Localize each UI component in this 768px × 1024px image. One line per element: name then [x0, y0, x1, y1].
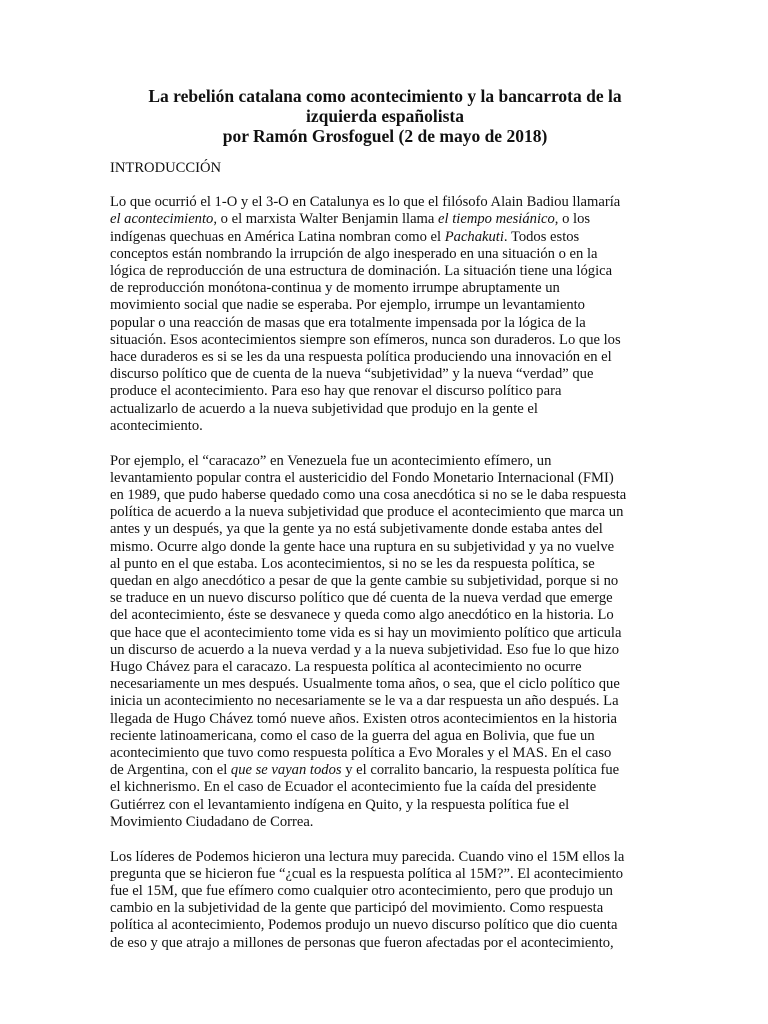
text-line	[110, 349, 660, 366]
text-line	[110, 487, 660, 504]
text-segment: el kichnerismo. En el caso de Ecuador el acontecimiento fue la caída del presidente	[110, 779, 597, 796]
text-segment: al punto en el que estaba. Los acontecimientos, si no se les da respuesta política, se	[110, 555, 595, 572]
text-segment: acontecimiento que tuvo como respuesta política a Evo Morales y el MAS. En el caso	[110, 745, 612, 761]
text-segment: un discurso de acuerdo a la nueva verdad y a la nueva subjetividad. Eso fue lo que hizo	[110, 641, 619, 658]
text-line	[110, 521, 660, 538]
text-line	[110, 745, 660, 762]
title-line-2: izquierda españolista	[305, 106, 464, 126]
text-line	[110, 762, 660, 779]
text-line	[110, 814, 660, 831]
text-segment: acontecimiento.	[110, 417, 203, 434]
text-line	[110, 453, 660, 470]
text-segment: situación. Esos acontecimientos siempre son efímeros, nunca son duraderos. Lo que los	[110, 331, 621, 348]
text-segment: pregunta que se hicieron fue “¿cual es la respuesta política al 15M?”. El acontecimiento	[110, 865, 623, 882]
text-segment: Los líderes de Podemos hicieron una lectura muy parecida. Cuando vino el 15M ellos la	[110, 848, 625, 865]
text-line	[110, 280, 660, 297]
text-segment: llegada de Hugo Chávez tomó nueve años. Existen otros acontecimientos en la historia	[110, 710, 617, 727]
section-heading: INTRODUCCIÓN	[110, 160, 222, 176]
text-line	[110, 607, 660, 624]
text-line	[110, 418, 660, 435]
text-segment: política de acuerdo a la nueva subjetividad que produce el acontecimiento que marca un	[110, 504, 624, 521]
text-segment: Movimiento Ciudadano de Correa.	[110, 813, 314, 830]
paragraph	[110, 453, 660, 831]
paragraph	[110, 194, 660, 435]
text-segment: popular o una reacción de masas que era totalmente impensada por la lógica de la	[110, 314, 586, 331]
text-segment: mismo. Ocurre algo donde la gente hace una ruptura en su subjetividad y ya no vuelve	[110, 538, 615, 555]
text-line	[110, 849, 660, 866]
text-line	[110, 315, 660, 332]
text-line	[110, 883, 660, 900]
text-segment: Lo que ocurrió el 1-O y el 3-O en Catalunya es lo que el filósofo Alain Badiou llamaría	[110, 194, 621, 211]
text-line	[110, 935, 660, 952]
text-line	[110, 642, 660, 659]
text-segment: lógica de reproducción de una estructura de dominación. La situación tiene una lógica	[110, 263, 613, 280]
text-segment: y el corralito bancario, la respuesta política fue	[341, 762, 620, 779]
italic-text: el acontecimiento	[110, 211, 214, 228]
text-segment: Hugo Chávez para el caracazo. La respuesta política al acontecimiento no ocurre	[110, 658, 582, 675]
text-line	[110, 573, 660, 590]
text-line	[110, 590, 660, 607]
text-line	[110, 401, 660, 418]
text-segment: produce el acontecimiento. Para eso hay que renovar el discurso político para	[110, 383, 562, 400]
text-line	[110, 900, 660, 917]
text-segment: del acontecimiento, éste se desvanece y queda como algo anecdótico en la historia. Lo	[110, 607, 614, 624]
text-line	[110, 504, 660, 521]
text-line	[110, 297, 660, 314]
text-segment: actualizarlo de acuerdo a la nueva subjetividad que produjo en la gente el	[110, 400, 538, 417]
text-line	[110, 556, 660, 573]
text-segment: , o el marxista Walter Benjamin llama	[213, 211, 439, 228]
text-segment: discurso político que de cuenta de la nueva “subjetividad” y la nueva “verdad” que	[110, 366, 594, 383]
text-segment: de Argentina, con el	[110, 762, 231, 779]
text-segment: . Todos estos	[503, 228, 580, 245]
italic-text: que se vayan todos	[230, 762, 342, 779]
text-segment: conceptos están nombrando la irrupción de algo inesperado en una situación o en la	[110, 245, 598, 262]
text-segment: Por ejemplo, el “caracazo” en Venezuela fue un acontecimiento efímero, un	[110, 452, 552, 469]
text-line	[110, 676, 660, 693]
text-segment: en 1989, que pudo haberse quedado como una cosa anecdótica si no se le daba respuesta	[110, 486, 627, 503]
text-segment: antes y un después, ya que la gente ya no está subjetivamente donde estaba antes del	[110, 521, 603, 538]
title-author-line: por Ramón Grosfoguel (2 de mayo de 2018)	[222, 126, 548, 146]
text-segment: levantamiento popular contra el austericidio del Fondo Monetario Internacional (FMI)	[110, 469, 614, 486]
text-line	[110, 779, 660, 796]
text-line	[110, 711, 660, 728]
text-segment: quedan en algo anecdótico a pesar de que la gente cambie su subjetividad, porque si no	[110, 572, 619, 589]
text-line	[110, 211, 660, 228]
document-title	[110, 86, 660, 146]
text-line	[110, 917, 660, 934]
text-line	[110, 539, 660, 556]
text-line	[110, 246, 660, 263]
text-segment: movimiento social que nadie se esperaba. Por ejemplo, irrumpe un levantamiento	[110, 297, 585, 314]
italic-text: Pachakuti	[444, 228, 504, 245]
text-line	[110, 659, 660, 676]
text-segment: de reproducción monótona-continua y de momento irrumpe abruptamente un	[110, 280, 560, 297]
text-segment: hace duraderos es si se les da una respuesta política produciendo una innovación en el	[110, 349, 612, 366]
paragraphs	[110, 194, 660, 952]
text-segment: reciente latinoamericana, como el caso de la guerra del agua en Bolivia, que fue un	[110, 727, 595, 744]
text-line	[110, 625, 660, 642]
text-line	[110, 229, 660, 246]
text-line	[110, 263, 660, 280]
text-segment: Gutiérrez con el levantamiento indígena en Quito, y la respuesta política fue el	[110, 796, 570, 813]
text-segment: se traduce en un nuevo discurso político que dé cuenta de la nueva verdad que emerge	[110, 590, 613, 607]
text-line	[110, 366, 660, 383]
text-segment: fue el 15M, que fue efímero como cualquier otro acontecimiento, pero que produjo un	[110, 882, 613, 899]
title-line-1: La rebelión catalana como acontecimiento y la bancarrota de la	[148, 86, 622, 106]
text-line	[110, 383, 660, 400]
text-segment: política al acontecimiento, Podemos produjo un nuevo discurso político que dio cuenta	[110, 917, 618, 934]
text-line	[110, 194, 660, 211]
text-segment: cambio en la subjetividad de la gente que participó del movimiento. Como respuesta	[110, 900, 604, 917]
text-segment: indígenas quechuas en América Latina nombran como el	[110, 228, 445, 245]
text-segment: inicia un acontecimiento no necesariamente se le va a dar respuesta un año después. La	[110, 693, 619, 710]
text-segment: , o los	[554, 211, 591, 228]
text-segment: necesariamente un mes después. Usualmente toma años, o sea, que el ciclo político que	[110, 676, 620, 693]
text-line	[110, 866, 660, 883]
text-segment: que hace que el acontecimiento tome vida es si hay un movimiento político que articula	[110, 624, 622, 641]
paragraph	[110, 849, 660, 952]
italic-text: el tiempo mesiánico	[438, 211, 555, 228]
text-line	[110, 693, 660, 710]
text-line	[110, 332, 660, 349]
text-line	[110, 728, 660, 745]
text-segment: de eso y que atrajo a millones de personas que fueron afectadas por el acontecimiento,	[110, 934, 614, 951]
document-body	[110, 160, 660, 969]
text-line	[110, 797, 660, 814]
text-line	[110, 470, 660, 487]
